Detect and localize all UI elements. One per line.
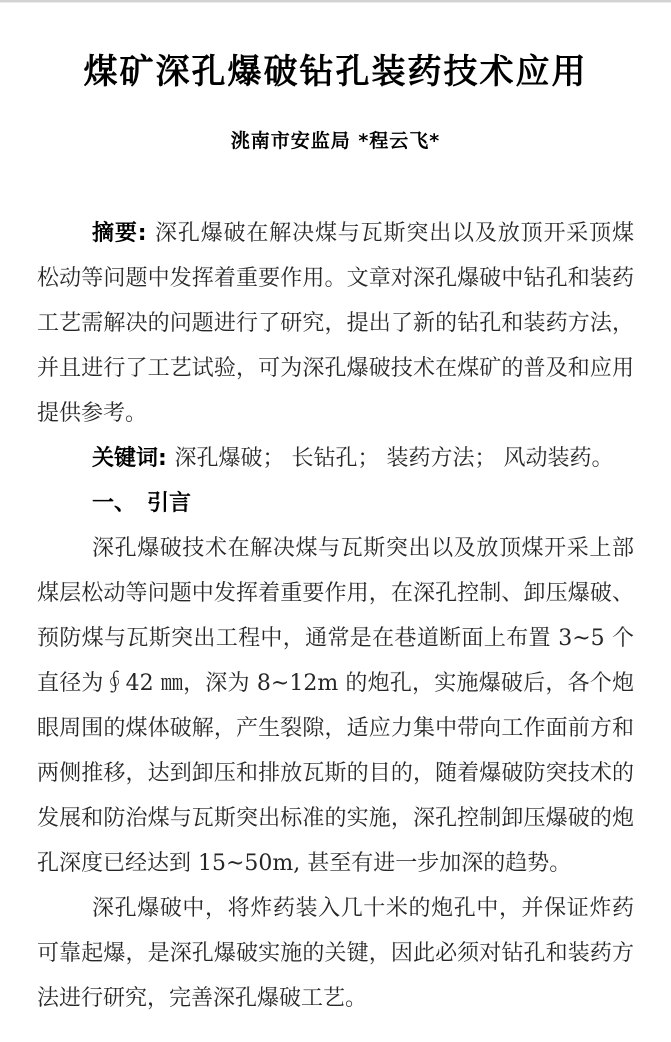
abstract-paragraph (37, 211, 634, 436)
body-paragraph: 深孔爆破中，将炸药装入几十米的炮孔中，并保证炸药可靠起爆，是深孔爆破实施的关键，因此必须对钻孔和装药方法进行研究，完善深孔爆破工艺。 (37, 896, 634, 1011)
document-body (37, 211, 634, 1021)
section-heading-introduction: 一、 引言 (92, 491, 192, 516)
document-page (0, 3, 671, 1041)
keywords-paragraph (37, 436, 634, 481)
keywords-text: 深孔爆破； 长钻孔； 装药方法； 风动装药。 (174, 446, 614, 471)
body-paragraph: 深孔爆破技术在解决煤与瓦斯突出以及放顶煤开采上部煤层松动等问题中发挥着重要作用，在深孔控制、卸压爆破、预防煤与瓦斯突出工程中，通常是在巷道断面上布置 3~5 个直径为∮42 ㎜，深为 8~12m 的炮孔，实施爆破后，各个炮眼周围的煤体破解，产生裂隙，适应力集中带向工作面前方和两侧推移，达到卸压和排放瓦斯的目的，随着爆破防突技术的发展和防治煤与瓦斯突出标准的实施，深孔控制卸压爆破的炮孔深度已经达到 15~50m, 甚至有进一步加深的趋势。 (37, 536, 634, 876)
author-affiliation-line: 洮南市安监局 *程云飞* (230, 130, 441, 152)
abstract-label: 摘要: (92, 221, 156, 246)
abstract-text: 深孔爆破在解决煤与瓦斯突出以及放顶开采顶煤松动等问题中发挥着重要作用。文章对深孔爆破中钻孔和装药工艺需解决的问题进行了研究，提出了新的钻孔和装药方法，并且进行了工艺试验，可为深孔爆破技术在煤矿的普及和应用提供参考。 (37, 221, 634, 426)
keywords-label: 关键词: (92, 446, 175, 471)
document-title: 煤矿深孔爆破钻孔装药技术应用 (83, 52, 588, 92)
